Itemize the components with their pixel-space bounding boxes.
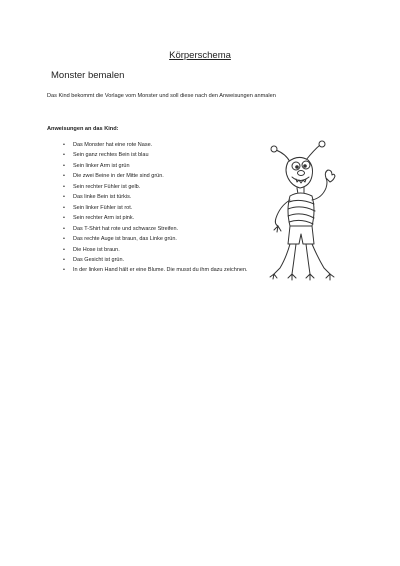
bullet-icon: •	[63, 183, 65, 190]
instruction-item	[0, 265, 263, 275]
bullet-icon: •	[63, 256, 65, 263]
document-title: Körperschema	[169, 50, 231, 61]
bullet-icon: •	[63, 236, 65, 243]
bullet-icon: •	[63, 246, 65, 253]
monster-leg-3	[306, 244, 310, 274]
bullet-icon: •	[63, 162, 65, 169]
instruction-item	[0, 234, 263, 244]
monster-foot-4	[326, 274, 334, 280]
intro-text: Das Kind bekommt die Vorlage vom Monster und soll diese nach den Anweisungen anmalen	[47, 93, 276, 99]
right-pupil	[304, 165, 307, 168]
instruction-item	[0, 224, 263, 234]
instruction-text: Sein linker Fühler ist rot.	[73, 204, 133, 211]
instruction-text: Das linke Bein ist türkis.	[73, 194, 132, 201]
instruction-item	[0, 182, 263, 192]
instructions-heading: Anweisungen an das Kind:	[47, 126, 119, 132]
monster-left-hand	[274, 226, 281, 232]
right-antenna-tip	[319, 141, 325, 147]
instruction-item	[0, 255, 263, 265]
instruction-text: In der linken Hand hält er eine Blume. Die musst du ihm dazu zeichnen.	[73, 267, 248, 274]
instruction-item	[0, 150, 263, 160]
monster-foot-3	[306, 274, 314, 280]
instruction-item	[0, 203, 263, 213]
instruction-text: Sein ganz rechtes Bein ist blau	[73, 152, 149, 159]
instruction-item	[0, 171, 263, 181]
bullet-icon: •	[63, 194, 65, 201]
monster-foot-2	[288, 274, 296, 280]
monster-foot-1	[270, 274, 277, 279]
instruction-list	[0, 140, 263, 276]
instruction-text: Die zwei Beine in der Mitte sind grün.	[73, 173, 164, 180]
left-antenna-tip	[271, 146, 277, 152]
bullet-icon: •	[63, 142, 65, 148]
instruction-item	[0, 245, 263, 255]
instruction-item	[0, 161, 263, 171]
bullet-icon: •	[63, 225, 65, 232]
instruction-text: Das Gesicht ist grün.	[73, 256, 125, 263]
monster-right-arm	[312, 178, 327, 200]
section-heading: Monster bemalen	[51, 70, 125, 81]
right-antenna	[306, 145, 320, 160]
monster-leg-1	[274, 244, 290, 274]
bullet-icon: •	[63, 152, 65, 159]
instruction-item	[0, 192, 263, 202]
bullet-icon: •	[63, 204, 65, 211]
instruction-text: Sein rechter Fühler ist gelb.	[73, 183, 141, 190]
instruction-text: Sein rechter Arm ist pink.	[73, 215, 135, 222]
instruction-item	[0, 140, 263, 150]
instruction-text: Das T-Shirt hat rote und schwarze Streifen.	[73, 225, 179, 232]
instruction-text: Das rechte Auge ist braun, das Linke grün.	[73, 236, 177, 243]
monster-shorts	[288, 226, 314, 244]
monster-nose	[298, 171, 305, 176]
monster-illustration	[268, 140, 340, 292]
left-antenna	[276, 150, 290, 162]
instruction-item	[0, 213, 263, 223]
instruction-text: Die Hose ist braun.	[73, 246, 120, 253]
instruction-text: Das Monster hat eine rote Nase.	[73, 142, 153, 148]
instruction-text: Sein linker Arm ist grün	[73, 162, 130, 169]
bullet-icon: •	[63, 267, 65, 274]
bullet-icon: •	[63, 215, 65, 222]
bullet-icon: •	[63, 173, 65, 180]
monster-leg-2	[292, 244, 296, 274]
left-pupil	[296, 166, 299, 169]
monster-leg-4	[312, 244, 330, 274]
